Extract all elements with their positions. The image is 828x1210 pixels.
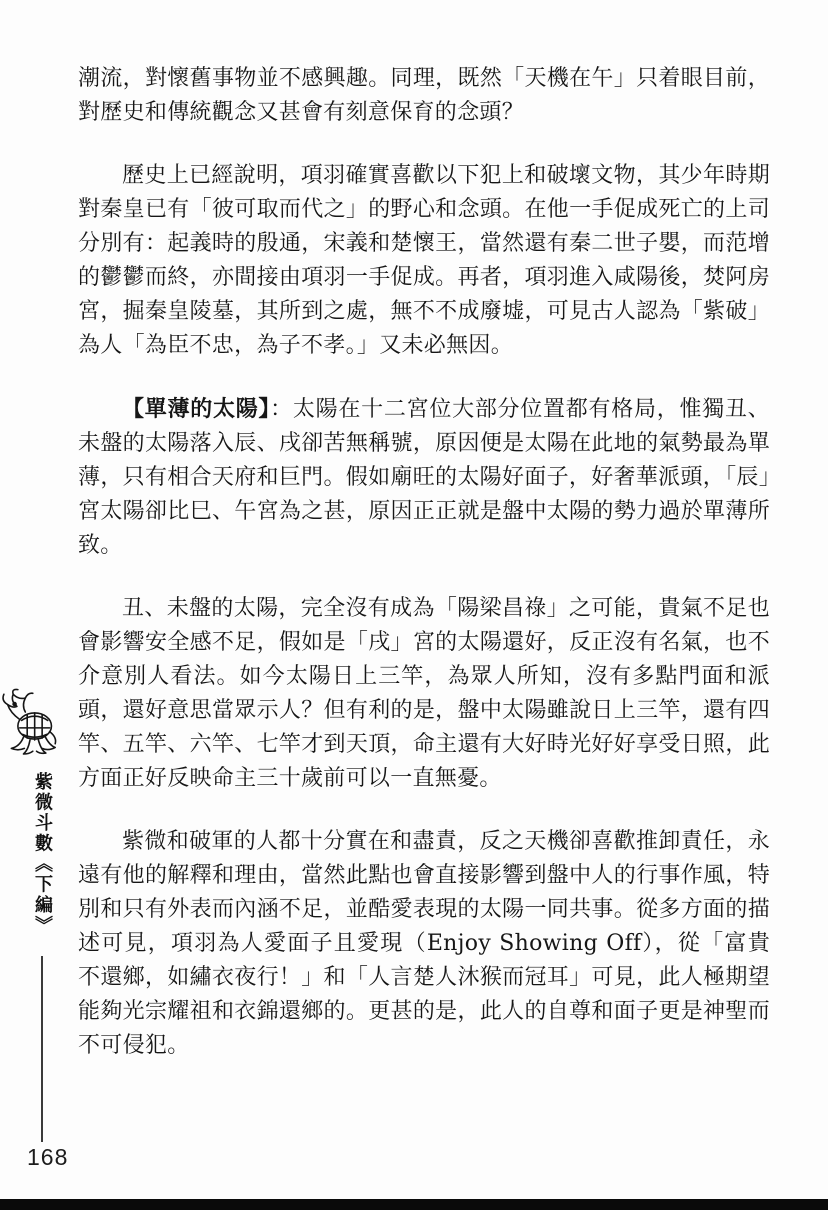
sidebar-divider-line: [41, 956, 43, 1142]
section-heading: 【單薄的太陽】: [122, 396, 271, 422]
body-paragraph: 【單薄的太陽】：太陽在十二宮位大部分位置都有格局，惟獨丑、未盤的太陽落入辰、戌卻苦無稱號，原因便是太陽在此地的氣勢最為單薄，只有相合天府和巨門。假如廟旺的太陽好面子，好奢華派頭，「辰」宮太陽卻比巳、午宮為之甚，原因正正就是盤中太陽的勢力過於單薄所致。: [78, 396, 770, 558]
body-text: [78, 62, 770, 1092]
body-paragraph: 丑、未盤的太陽，完全沒有成為「陽梁昌祿」之可能，貴氣不足也會影響安全感不足，假如是「戌」宮的太陽還好，反正沒有名氣，也不介意別人看法。如今太陽日上三竿，為眾人所知，沒有多點門面和派頭，還好意思當眾示人？但有利的是，盤中太陽雖說日上三竿，還有四竿、五竿、六竿、七竿才到天頂，命主還有大好時光好好享受日照，此方面正好反映命主三十歲前可以一直無憂。: [78, 596, 770, 791]
body-paragraph: 歷史上已經說明，項羽確實喜歡以下犯上和破壞文物，其少年時期對秦皇已有「彼可取而代之」的野心和念頭。在他一手促成死亡的上司分別有：起義時的殷通，宋義和楚懷王，當然還有秦二世子嬰，而范增的鬱鬱而終，亦間接由項羽一手促成。再者，項羽進入咸陽後，焚阿房宮，掘秦皇陵墓，其所到之處，無不不成廢墟，可見古人認為「紫破」為人「為臣不忠，為子不孝。」又未必無因。: [78, 163, 770, 358]
book-title-vertical: 紫微斗數《下編》: [32, 772, 53, 936]
body-paragraph: 潮流，對懷舊事物並不感興趣。同理，既然「天機在午」只着眼目前，對歷史和傳統觀念又甚會有刻意保育的念頭？: [78, 66, 770, 125]
dragon-turtle-illustration: [2, 686, 58, 766]
page-number: 168: [27, 1144, 69, 1170]
scan-edge-bar: [0, 1199, 828, 1210]
body-paragraph: 紫微和破軍的人都十分實在和盡責，反之天機卻喜歡推卸責任，永遠有他的解釋和理由，當然此點也會直接影響到盤中人的行事作風，特別和只有外表而內涵不足，並酷愛表現的太陽一同共事。從多方面的描述可見，項羽為人愛面子且愛現（Enjoy Showing Off），從「富貴不還鄉，如繡衣夜行！」和「人言楚人沐猴而冠耳」可見，此人極期望能夠光宗耀祖和衣錦還鄉的。更甚的是，此人的自尊和面子更是神聖而不可侵犯。: [78, 829, 770, 1058]
